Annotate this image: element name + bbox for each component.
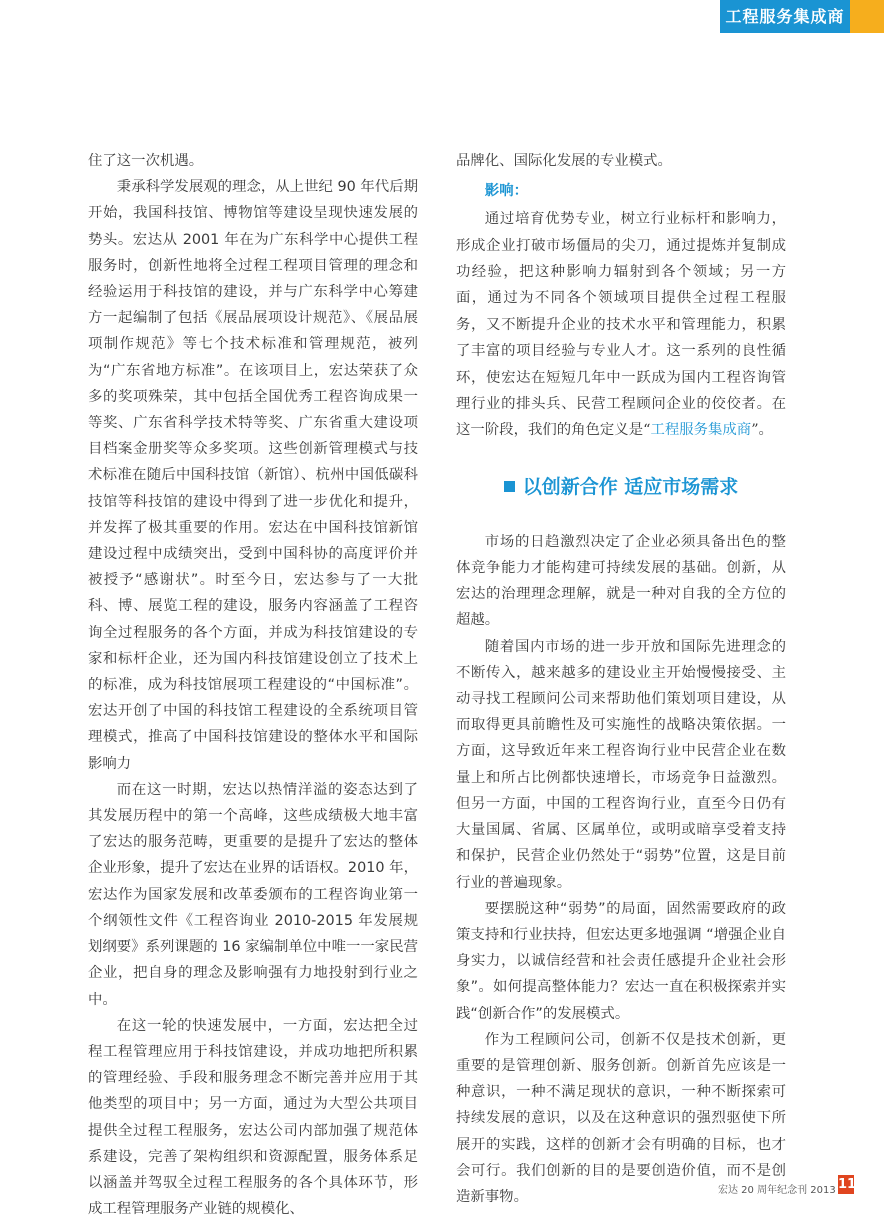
heading-square-icon xyxy=(504,481,515,492)
footer-publication: 宏达 20 周年纪念刊 2013 xyxy=(718,1185,836,1196)
right-paragraph-3: 要摆脱这种“弱势”的局面，固然需要政府的政策支持和行业扶持，但宏达更多地强调 “增强企业自身实力，以诚信经营和社会责任感提升企业社会形象”。如何提高整体能力？宏达一直在积极探索并实践“创新合作”的发展模式。 xyxy=(456,900,786,1022)
impact-text-before: 通过培育优势专业，树立行业标杆和影响力，形成企业打破市场僵局的尖刀，通过提炼并复制成功经验，把这种影响力辐射到各个领域；另一方面，通过为不同各个领域项目提供全过程工程服务，又不断提升企业的技术水平和管理能力，积累了丰富的项目经验与专业人才。这一系列的良性循环，使宏达在短短几年中一跃成为国内工程咨询管理行业的排头兵、民营工程顾问企业的佼佼者。在这一阶段，我们的角色定义是“ xyxy=(456,211,786,439)
page-number: 11 xyxy=(838,1177,857,1192)
right-paragraph-2: 随着国内市场的进一步开放和国际先进理念的不断传入，越来越多的建设业主开始慢慢接受、主动寻找工程顾问公司来帮助他们策划项目建设，从而取得更具前瞻性及可实施性的战略决策依据。一方面，这导致近年来工程咨询行业中民营企业在数量上和所占比例都快速增长，市场竞争日益激烈。但另一方面，中国的工程咨询行业，直至今日仍有大量国属、省属、区属单位，或明或暗享受着支持和保护，民营企业仍然处于“弱势”位置，这是目前行业的普遍现象。 xyxy=(456,638,786,891)
impact-quote xyxy=(456,206,786,444)
left-paragraph-1: 住了这一次机遇。 xyxy=(88,153,204,169)
section-heading xyxy=(456,472,786,499)
impact-text-after: ”。 xyxy=(751,422,773,439)
section-title-tab: 工程服务集成商 xyxy=(720,0,850,33)
right-continuation: 品牌化、国际化发展的专业模式。 xyxy=(456,153,672,169)
left-column xyxy=(88,148,418,1222)
right-column xyxy=(456,148,786,1210)
left-paragraph-3: 而在这一时期，宏达以热情洋溢的姿态达到了其发展历程中的第一个高峰，这些成绩极大地丰富了宏达的服务范畴，更重要的是提升了宏达的整体企业形象，提升了宏达在业界的话语权。2010 年，宏达作为国家发展和改革委颁布的工程咨询业第一个纲领性文件《工程咨询业 2010-2015 年发展规划纲要》系列课题的 16 家编制单位中唯一一家民营企业，把自身的理念及影响强有力地投射到行业之中。 xyxy=(88,781,418,1008)
right-paragraph-1: 市场的日趋激烈决定了企业必须具备出色的整体竞争能力才能构建可持续发展的基础。创新，从宏达的治理理念理解，就是一种对自我的全方位的超越。 xyxy=(456,533,786,629)
section-heading-text: 以创新合作 适应市场需求 xyxy=(522,475,739,498)
left-paragraph-4: 在这一轮的快速发展中，一方面，宏达把全过程工程管理应用于科技馆建设，并成功地把所积累的管理经验、手段和服务理念不断完善并应用于其他类型的项目中；另一方面，通过为大型公共项目提供全过程工程服务，宏达公司内部加强了规范体系建设，完善了架构组织和资源配置，服务体系足以涵盖并驾驭全过程工程服务的各个具体环节，形成工程管理服务产业链的规模化、 xyxy=(88,1017,418,1218)
header-background xyxy=(0,0,720,32)
impact-label: 影响： xyxy=(484,183,528,200)
right-paragraph-4: 作为工程顾问公司，创新不仅是技术创新，更重要的是管理创新、服务创新。创新首先应该是一种意识，一种不满足现状的意识，一种不断探索可持续发展的意识，以及在这种意识的强烈驱使下所展开的实践，这样的创新才会有明确的目标，也才会可行。我们创新的目的是要创造价值，而不是创造新事物。 xyxy=(456,1031,786,1205)
left-paragraph-2: 秉承科学发展观的理念，从上世纪 90 年代后期开始，我国科技馆、博物馆等建设呈现快速发展的势头。宏达从 2001 年在为广东科学中心提供工程服务时，创新性地将全过程工程项目管理的理念和经验运用于科技馆的建设，并与广东科学中心筹建方一起编制了包括《展品展项设计规范》、《展品展项制作规范》等七个技术标准和管理规范，被列为“广东省地方标准”。在该项目上，宏达荣获了众多的奖项殊荣，其中包括全国优秀工程咨询成果一等奖、广东省科学技术特等奖、广东省重大建设项目档案金册奖等众多奖项。这些创新管理模式与技术标准在随后中国科技馆（新馆）、杭州中国低碳科技馆等科技馆的建设中得到了进一步优化和提升，并发挥了极其重要的作用。宏达在中国科技馆新馆建设过程中成绩突出，受到中国科协的高度评价并被授予“感谢状”。时至今日，宏达参与了一大批科、博、展览工程的建设，服务内容涵盖了工程咨询全过程服务的各个方面，并成为科技馆建设的专家和标杆企业，还为国内科技馆建设创立了技术上的标准，成为科技馆展项工程建设的“中国标准”。宏达开创了中国的科技馆工程建设的全系统项目管理模式，推高了中国科技馆建设的整体水平和国际影响力 xyxy=(88,179,418,772)
impact-highlight: 工程服务集成商 xyxy=(650,422,752,439)
header-accent-block xyxy=(850,0,884,33)
